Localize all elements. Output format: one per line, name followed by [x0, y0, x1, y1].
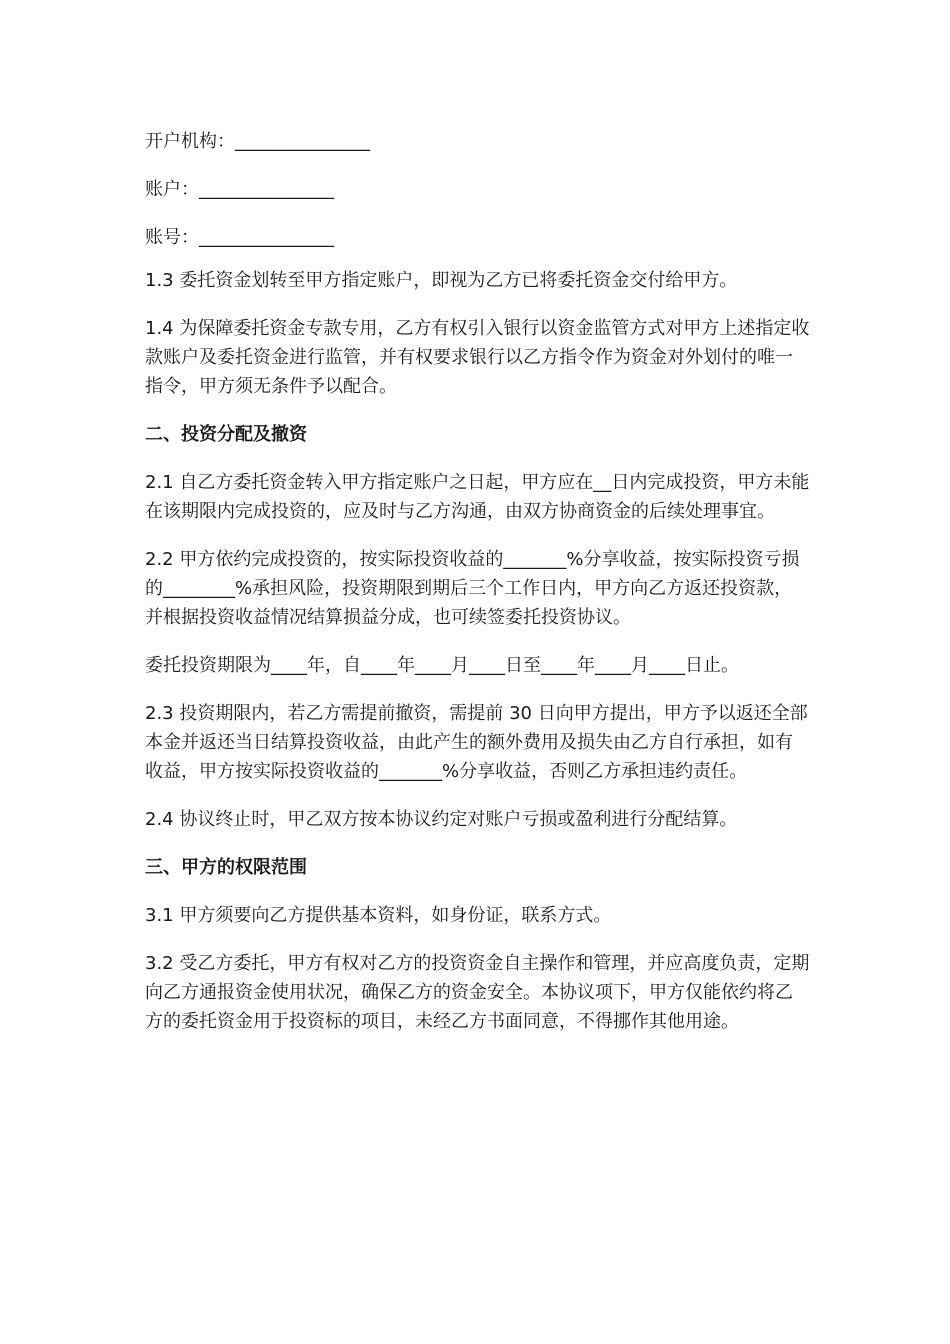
institution-field: 开户机构：_______________	[145, 131, 370, 152]
clause-2-2: 2.2 甲方依约完成投资的，按实际投资收益的_______%分享收益，按实际投资亏损的________%承担风险，投资期限到期后三个工作日内，甲方向乙方返还投资款，并根据投资收益情况结算损益分成，也可续签委托投资协议。	[145, 549, 800, 628]
clause-1-3: 1.3 委托资金划转至甲方指定账户，即视为乙方已将委托资金交付给甲方。	[145, 270, 738, 291]
clause-1-4: 1.4 为保障委托资金专款专用，乙方有权引入银行以资金监管方式对甲方上述指定收款账户及委托资金进行监管，并有权要求银行以乙方指令作为资金对外划付的唯一指令，甲方须无条件予以配合。	[145, 318, 810, 397]
account-name-field: 账户：_______________	[145, 179, 334, 200]
investment-term-line: 委托投资期限为____年，自____年____月____日至____年____月____日止。	[145, 655, 739, 676]
section-heading-3: 三、甲方的权限范围	[145, 857, 307, 878]
clause-2-3: 2.3 投资期限内，若乙方需提前撤资，需提前 30 日向甲方提出，甲方予以返还全部本金并返还当日结算投资收益，由此产生的额外费用及损失由乙方自行承担，如有收益，甲方按实际投资收益的_______%分享收益，否则乙方承担违约责任。	[145, 703, 808, 782]
document-body	[145, 128, 810, 1055]
clause-3-2: 3.2 受乙方委托，甲方有权对乙方的投资资金自主操作和管理，并应高度负责，定期向乙方通报资金使用状况，确保乙方的资金安全。本协议项下，甲方仅能依约将乙方的委托资金用于投资标的项目，未经乙方书面同意，不得挪作其他用途。	[145, 953, 810, 1032]
clause-2-4: 2.4 协议终止时，甲乙双方按本协议约定对账户亏损或盈利进行分配结算。	[145, 809, 738, 830]
clause-3-1: 3.1 甲方须要向乙方提供基本资料，如身份证，联系方式。	[145, 905, 612, 926]
account-number-field: 账号：_______________	[145, 227, 334, 248]
section-heading-2: 二、投资分配及撤资	[145, 424, 307, 445]
clause-2-1: 2.1 自乙方委托资金转入甲方指定账户之日起，甲方应在__日内完成投资，甲方未能在该期限内完成投资的，应及时与乙方沟通，由双方协商资金的后续处理事宜。	[145, 472, 810, 522]
